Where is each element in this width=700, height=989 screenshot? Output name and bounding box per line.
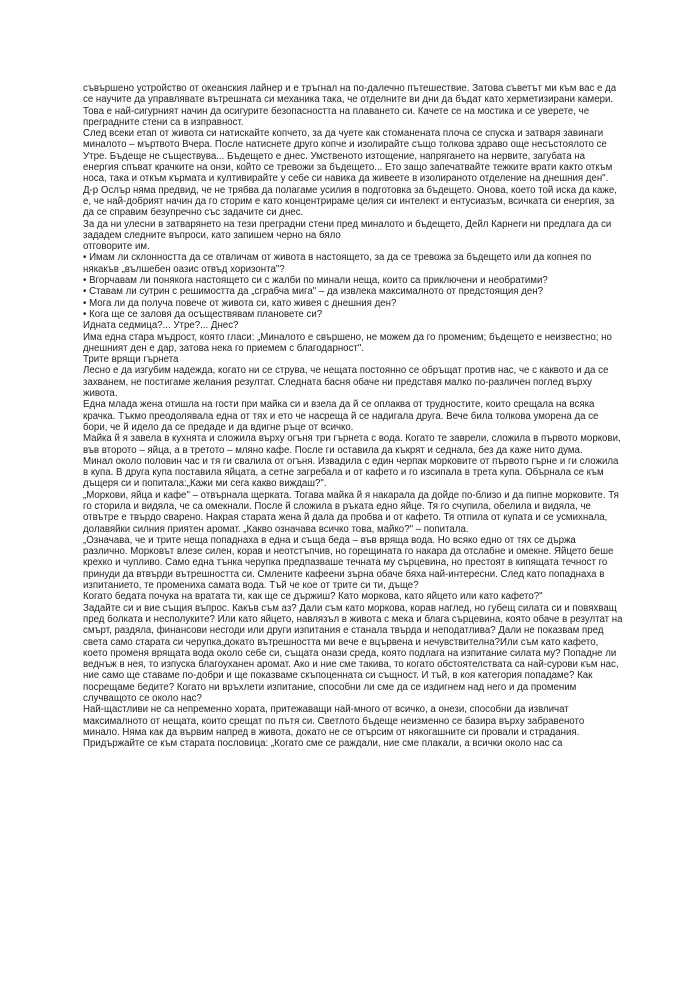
paragraph: Идната седмица?... Утре?... Днес? bbox=[83, 320, 239, 332]
section-heading: Трите врящи гърнета bbox=[83, 354, 179, 366]
paragraph: След всеки етап от живота си натискайте копчето, за да чуете как стоманената плоча се спуска и затваря завинаги миналото – мъртвото Вчера. После натиснете друго копче и изолирайте също толкова здраво още несъстоялото се Утре. Бъдеще не съществува... Бъдещето е днес. Умственото изтощение, напрягането на нервите, загубата на енергия спъват крачките на онзи, който се тревожи за бъдещето... Ето защо запечатвайте тежките врати както откъм носа, така и откъм кърмата и култивирайте у себе си навика да живеете в изолираното отделение на днешния ден". bbox=[83, 128, 613, 185]
bullet-item: • Вгорчавам ли понякога настоящето си с жалби по минали неща, които са приключени и необратими? bbox=[83, 275, 548, 287]
paragraph: Придържайте се към старата пословица: „Когато сме се раждали, ние сме плакали, а всички около нас са bbox=[83, 738, 563, 750]
bullet-item: • Кога ще се заловя да осъществявам плановете си? bbox=[83, 308, 323, 320]
paragraph: Има една стара мъдрост, която гласи: „Миналото е свършено, не можем да го променим; бъдещето е неизвестно; но днешният ден е дар, затова нека го приемем с благодарност". bbox=[83, 331, 612, 354]
paragraph: „Означава, че и трите неща попаднаха в една и съща беда – във вряща вода. Но всяко едно от тях се държа различно. Морковът влезе силен, корав и неотстъпчив, но горещината го накара да отслабне и омекне. Яйцето беше крехко и чупливо. Само една тънка черупка предпазваше течната му сърцевина, но престоят в кипящата течност го принуди да втвърди вътрешността си. Смлените кафеени зърна обаче бяха най-интересни. След като попаднаха в изпитанието, те промениха самата вода. Тъй че кое от трите си ти, дъще? bbox=[83, 534, 614, 592]
paragraph: Минал около половин час и тя ги свалила от огъня. Извадила с един черпак морковите от първото гърне и ги сложила в купа. В друга купа поставила яйцата, а сетне загребала и от кафето и го изсипала в трета купа. Обърнала се към дъщеря си и попитала:„Кажи ми сега какво виждаш?". bbox=[83, 455, 619, 490]
paragraph: съвършено устройство от океанския лайнер и е тръгнал на по-далечно пътешествие. Затова съветът ми към вас е да се научите да управлявате вътрешната си механика така, че отделните ви дни да бъдат като херметизирани камери. Това е най-сигурният начин да осигурите безопасността на плаването си. Качете се на мостика и се уверете, че преградните стени са в изправност. bbox=[83, 83, 617, 128]
paragraph: отговорите им. bbox=[83, 241, 150, 253]
paragraph: Задайте си и вие същия въпрос. Какъв съм аз? Дали съм като моркова, корав наглед, но губещ силата си и повяхващ пред болката и несполуките? Или като яйцето, навлязъл в живота с мека и блага сърцевина, която обаче в резултат на смърт, раздяла, финансови несгоди или други изпитания е станала твърда и неподатлива? Дали не показвам пред света само старата си черупка,докато вътрешността ми вече е вцървена и нечувствителна?Или съм като кафето, което променя врящата вода около себе си, същата онази среда, която подлага на изпитание силата му? Попадне ли веднъж в нея, то изпуска благоуханен аромат. Ако и ние сме такива, то когато обстоятелствата са най-сурови към нас, ние само ще ставаме по-добри и ще показваме скъпоценната си същност. И тъй, в коя категория попадаме? Как посрещаме бедите? Когато ни връхлети изпитание, способни ли сме да се издигнем над него и да променим случващото се около нас? bbox=[83, 602, 623, 705]
document-page bbox=[83, 83, 623, 750]
paragraph: Лесно е да изгубим надежда, когато ни се струва, че нещата постоянно се обръщат против нас, че с каквото и да се захванем, не постигаме желания резултат. Следната басня обаче ни представя малко по-различен поглед върху живота. bbox=[83, 365, 609, 400]
bullet-item: • Имам ли склонността да се отвличам от живота в настоящето, за да се тревожа за бъдещето или да копнея по някакъв „вълшебен оазис отвъд хоризонта"? bbox=[83, 252, 592, 275]
paragraph: Д-р Ослър няма предвид, че не трябва да полагаме усилия в подготовка за бъдещето. Онова, което той иска да каже, е, че най-добрият начин да го сторим е като концентрираме целия си интелект и ентусиазъм, всичката си енергия, за да се справим безупречно със задачите си днес. bbox=[83, 184, 617, 219]
paragraph: „Моркови, яйца и кафе" – отвърнала щерката. Тогава майка й я накарала да дойде по-близо и да пипне морковите. Тя го сторила и видяла, че са омекнали. После й сложила в ръката едно яйце. Тя го счупила, обелила и видяла, че отвътре е твърдо сварено. Накрая старата жена й дала да пробва и от кафето. Тя отпила от купата и се усмихнала, долавяйки силния приятен аромат. „Какво означава всичко това, майко?" – попитала. bbox=[83, 489, 619, 535]
paragraph: За да ни улесни в затварянето на тези преградни стени пред миналото и бъдещето, Дейл Карнеги ни предлага да си зададем следните въпроси, като запишем черно на бяло bbox=[83, 218, 612, 241]
bullet-item: • Мога ли да получа повече от живота си, като живея с днешния ден? bbox=[83, 297, 397, 309]
paragraph: Когато бедата почука на вратата ти, как ще се държиш? Като моркова, като яйцето или като кафето?" bbox=[83, 591, 543, 603]
paragraph: Майка й я завела в кухнята и сложила върху огъня три гърнета с вода. Когато те заврели, сложила в първото моркови, във второто – яйца, а в третото – мляно кафе. После ги оставила да къкрят и седнала, без да каже нито дума. bbox=[83, 433, 621, 456]
bullet-item: • Ставам ли сутрин с решимостта да „сграбча мига" – да извлека максималното от предстоящия ден? bbox=[83, 286, 544, 298]
paragraph: Най-щастливи не са непременно хората, притежаващи най-много от всичко, а онези, способни да извличат максималното от нещата, които срещат по пътя си. Светлото бъдеще неизменно се базира върху забравеното минало. Няма как да вървим напред в живота, докато не се отърсим от някогашните си провали и страдания. bbox=[83, 704, 585, 738]
paragraph: Една млада жена отишла на гости при майка си и взела да й се оплаква от трудностите, които срещала на всяка крачка. Тъкмо преодолявала една от тях и ето че насреща й се надигала друга. Вече била толкова уморена да се бори, че й идело да се предаде и да вдигне ръце от всичко. bbox=[83, 399, 599, 433]
